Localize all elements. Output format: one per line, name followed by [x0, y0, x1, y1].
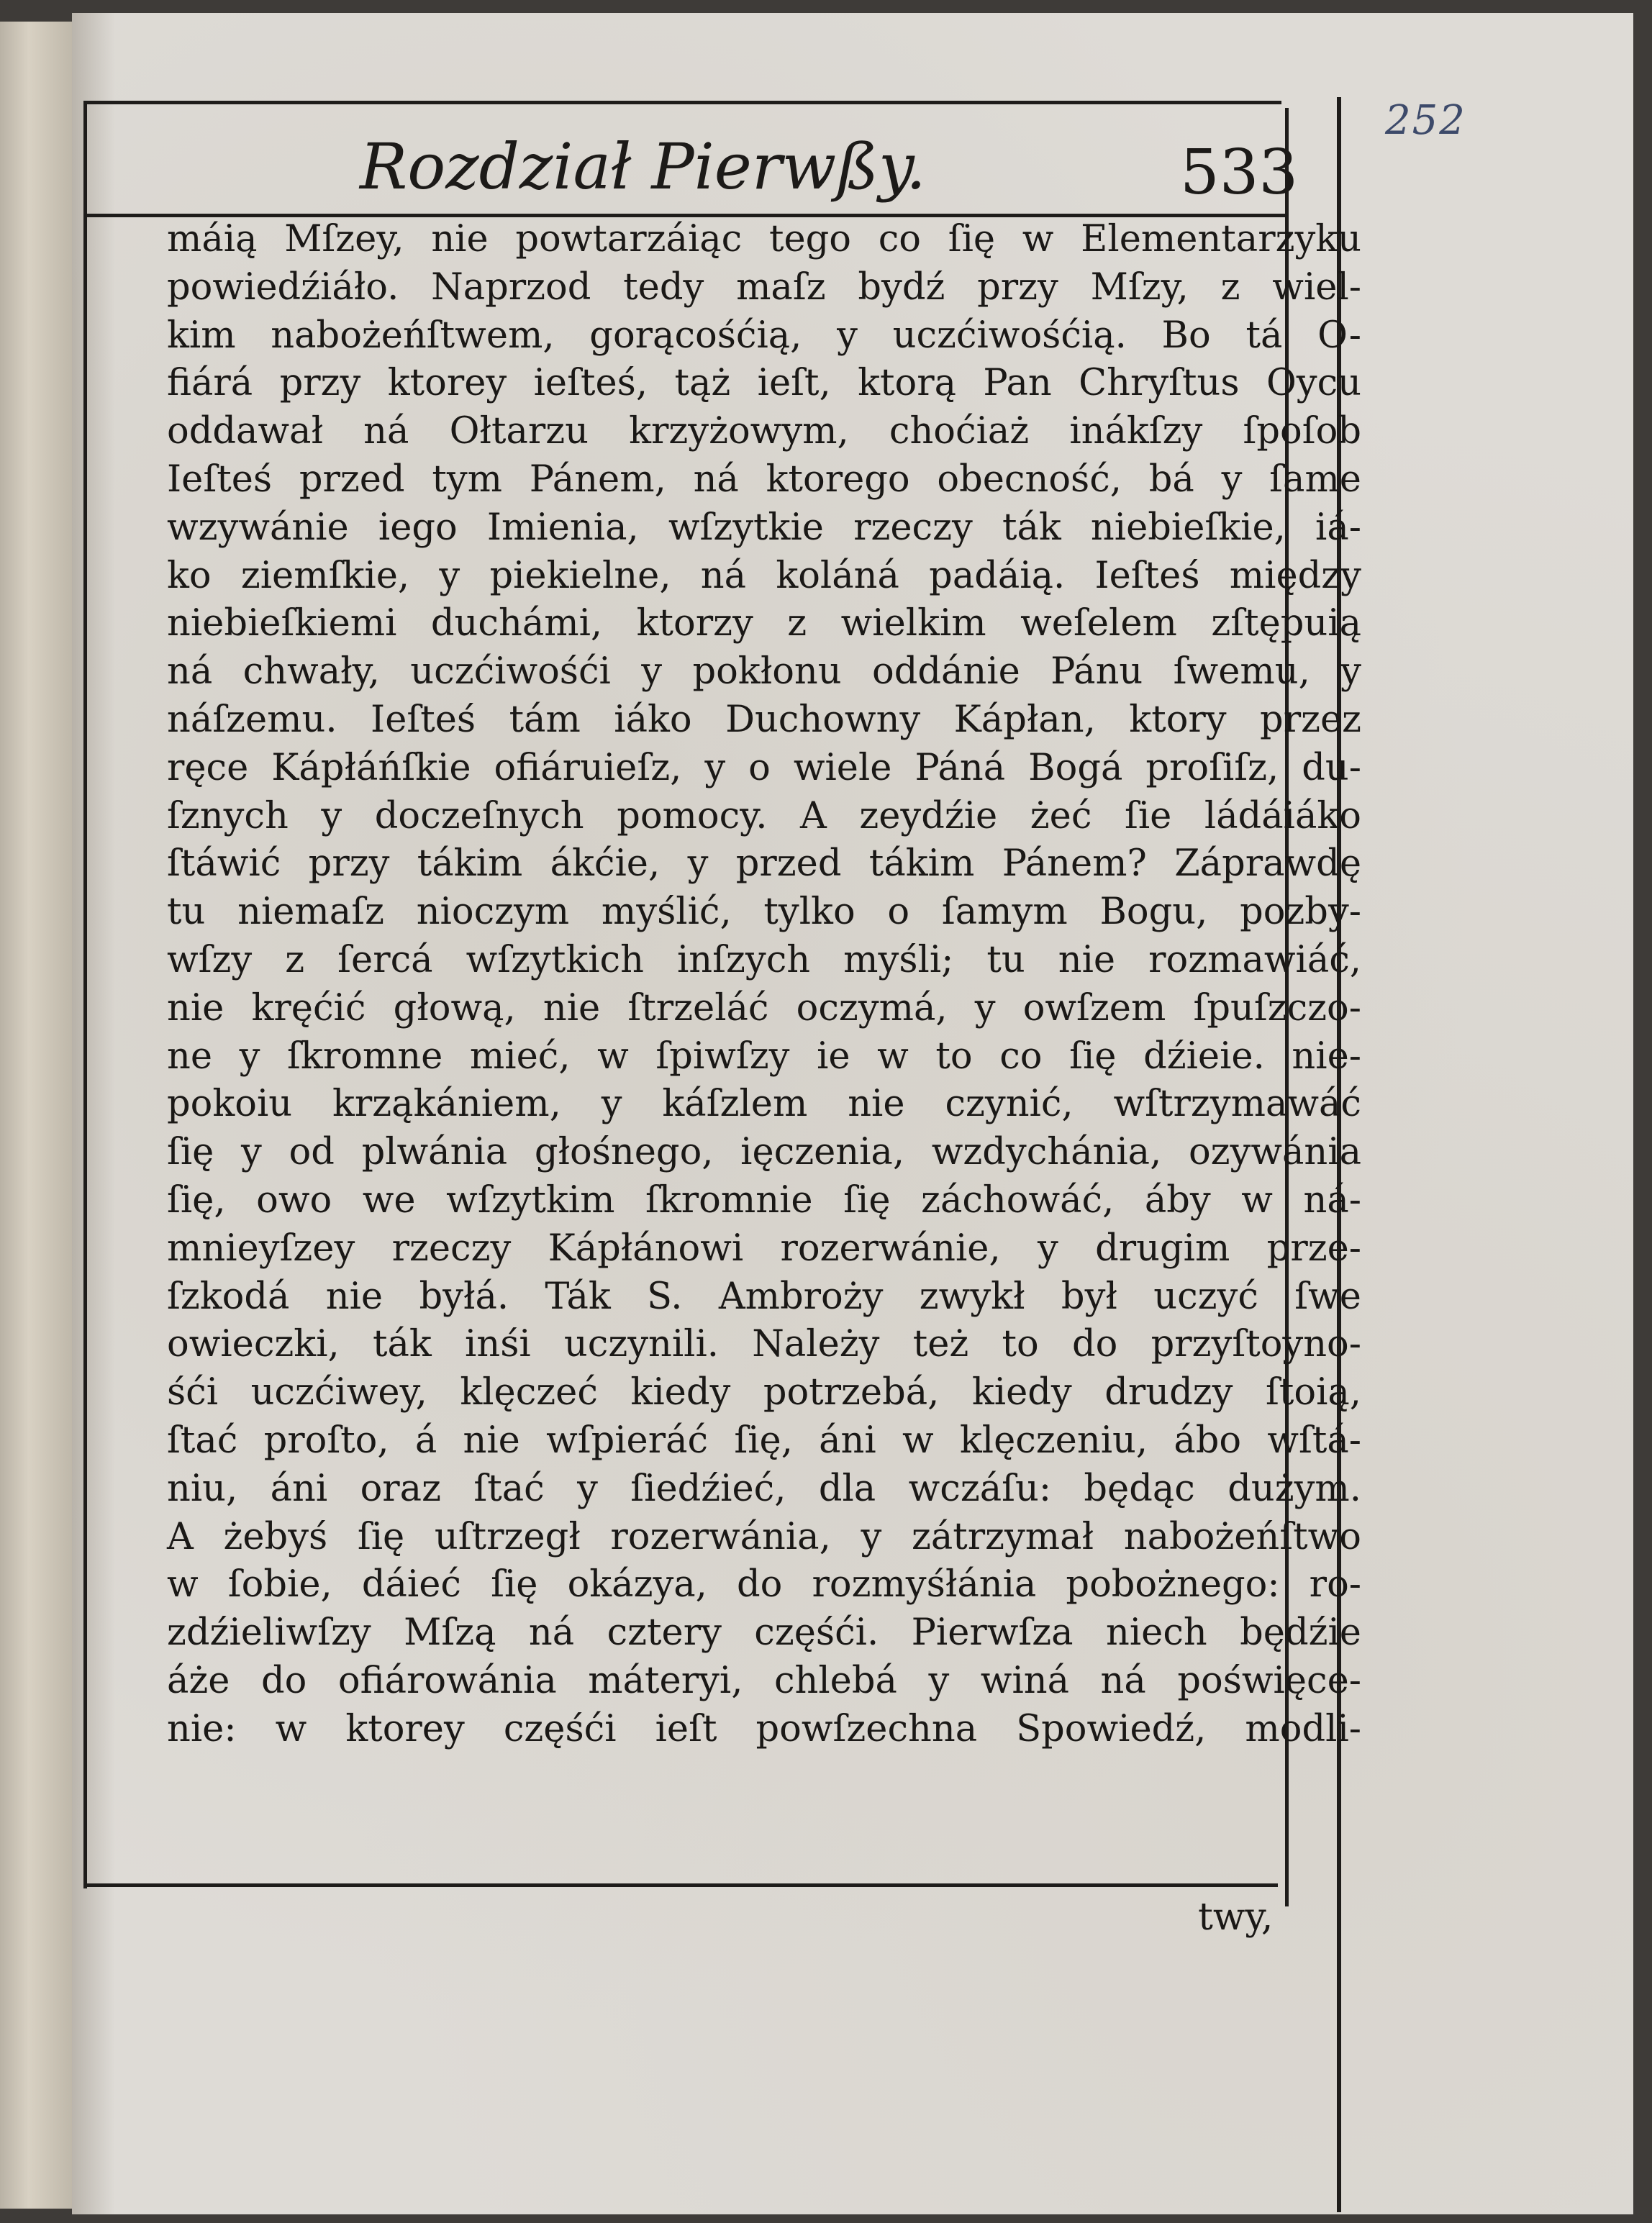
text-line: Ieſteś przed tym Pánem, ná ktorego obecność, bá y ſame — [167, 458, 1361, 501]
page-number: 533 — [1180, 137, 1299, 209]
text-line: niu, áni oraz ſtać y ſiedźieć, dla wczáſu: będąc dużym. — [167, 1467, 1361, 1510]
text-line: powiedźiáło. Naprzod tedy maſz bydź przy Mſzy, z wiel- — [167, 265, 1361, 309]
text-line: śći uczćiwey, klęczeć kiedy potrzebá, kiedy drudzy ſtoią, — [167, 1371, 1361, 1414]
text-line: ſię, owo we wſzytkim ſkromnie ſię záchowáć, áby w ná- — [167, 1178, 1361, 1222]
text-line: zdźieliwſzy Mſzą ná cztery częśći. Pierwſza niech będźie — [167, 1611, 1361, 1655]
text-line: tu niemaſz nioczym myślić, tylko o ſamym Bogu, pozby- — [167, 891, 1361, 934]
text-line: pokoiu krząkániem, y káſzlem nie czynić, wſtrzymawáć — [167, 1083, 1361, 1126]
text-line: owieczki, ták inśi uczynili. Należy też to do przyſtoyno- — [167, 1323, 1361, 1366]
text-line: ne y ſkromne mieć, w ſpiwſzy ie w to co ſię dźieie. nie- — [167, 1035, 1361, 1078]
text-line: w ſobie, dáieć ſię okázya, do rozmyśłánia pobożnego: ro- — [167, 1563, 1361, 1606]
text-line: ſtáwić przy tákim ákćie, y przed tákim Pánem? Záprawdę — [167, 842, 1361, 886]
text-line: ręce Kápłáńſkie ofiáruieſz, y o wiele Páná Bogá proſiſz, du- — [167, 746, 1361, 789]
text-line: fiárá przy ktorey ieſteś, tąż ieſt, ktorą Pan Chryſtus Oycu — [167, 362, 1361, 405]
text-line: ko ziemſkie, y piekielne, ná koláná padáią. Ieſteś między — [167, 554, 1361, 597]
text-line: mnieyſzey rzeczy Kápłánowi rozerwánie, y drugim prze- — [167, 1227, 1361, 1270]
handwritten-folio-number: 252 — [1385, 97, 1466, 144]
text-line: ſznych y doczeſnych pomocy. A zeydźie żeć ſie ládáiáko — [167, 794, 1361, 837]
text-line: náſzemu. Ieſteś tám iáko Duchowny Kápłan, ktory przez — [167, 698, 1361, 741]
catchword: twy, — [1198, 1896, 1274, 1939]
text-line: wſzy z ſercá wſzytkich inſzych myśli; tu nie rozmawiáć, — [167, 938, 1361, 981]
body-text — [167, 216, 1361, 1754]
text-line: ſzkodá nie byłá. Ták S. Ambroży zwykł był uczyć ſwe — [167, 1275, 1361, 1318]
text-line: ná chwały, uczćiwośći y pokłonu oddánie Pánu ſwemu, y — [167, 650, 1361, 694]
text-line: kim nabożeńſtwem, gorącośćią, y uczćiwośćią. Bo tá O- — [167, 314, 1361, 357]
text-line: wzywánie iego Imienia, wſzytkie rzeczy ták niebieſkie, iá- — [167, 506, 1361, 549]
facing-page-edge — [0, 22, 72, 2209]
text-line: A żebyś ſię uſtrzegł rozerwánia, y zátrzymał nabożeńſtwo — [167, 1515, 1361, 1558]
text-line: ſtać proſto, á nie wſpieráć ſię, áni w klęczeniu, ábo wſtá- — [167, 1419, 1361, 1462]
text-line: oddawał ná Ołtarzu krzyżowym, choćiaż inákſzy ſpoſob — [167, 410, 1361, 453]
text-frame-bottom-rule — [83, 1883, 1278, 1887]
text-line: máią Mſzey, nie powtarzáiąc tego co ſię w Elementarzyku — [167, 218, 1361, 260]
text-line: nie: w ktorey częśći ieſt powſzechna Spowiedź, modli- — [167, 1707, 1361, 1750]
running-head: Rozdział Pierwßy. — [360, 129, 927, 204]
text-line: ſię y od plwánia głośnego, ięczenia, wzdychánia, ozywánia — [167, 1131, 1361, 1174]
text-line: nie kręćić głową, nie ſtrzeláć oczymá, y owſzem ſpuſzczo- — [167, 986, 1361, 1029]
text-line: áże do ofiárowánia máteryi, chlebá y winá ná poświęce- — [167, 1659, 1361, 1702]
text-line: niebieſkiemi duchámi, ktorzy z wielkim weſelem zſtępuią — [167, 602, 1361, 645]
